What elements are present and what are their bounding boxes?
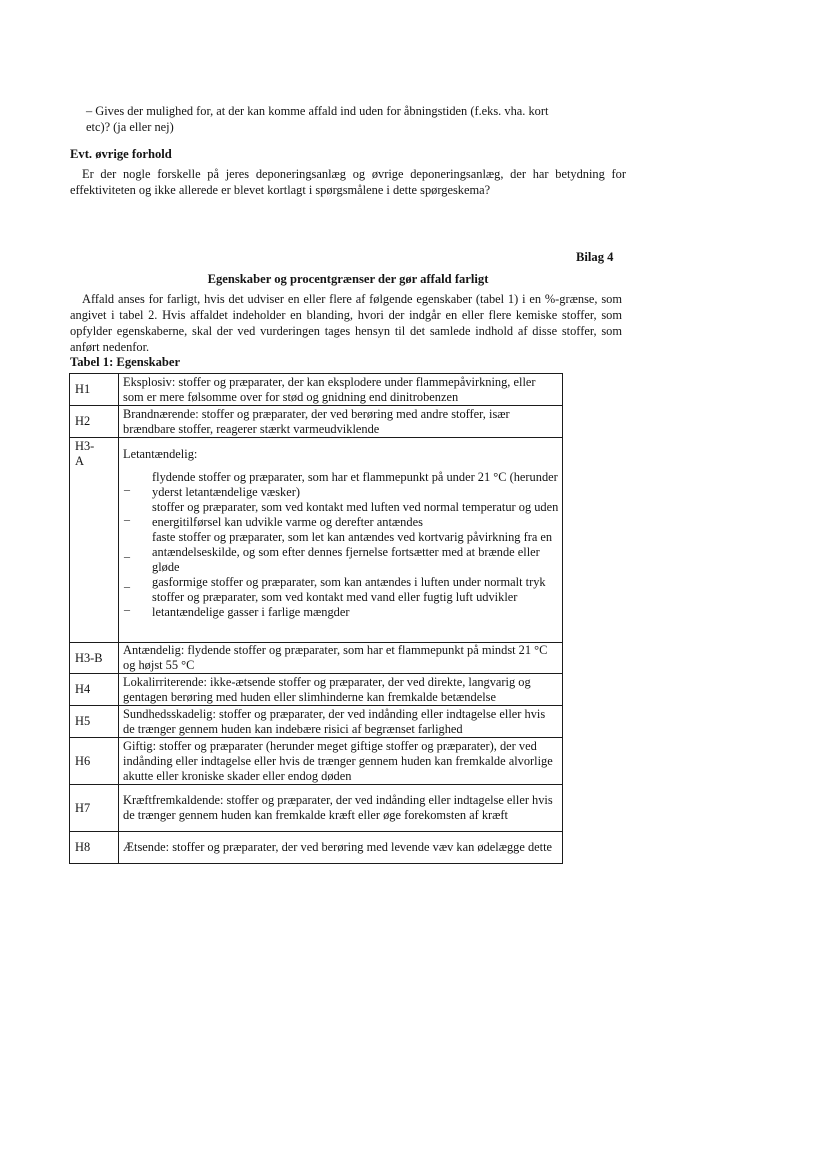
dash-bullet: _ bbox=[124, 575, 130, 589]
list-item bbox=[123, 575, 559, 590]
other-conditions-heading: Evt. øvrige forhold bbox=[70, 147, 172, 161]
dash-bullet: _ bbox=[124, 507, 130, 522]
section-title: Egenskaber og procentgrænser der gør affald farligt bbox=[207, 272, 489, 286]
hazard-description-text: Antændelig: flydende stoffer og præparater, som har et flammepunkt på mindst 21 °C og højst 55 °C bbox=[123, 643, 548, 672]
dash-bullet: _ bbox=[124, 545, 130, 559]
list-item bbox=[123, 530, 559, 575]
intro-question-line-2: etc)? (ja eller nej) bbox=[86, 120, 174, 134]
hazard-description-text: Ætsende: stoffer og præparater, der ved berøring med levende væv kan ødelægge dette bbox=[123, 840, 553, 854]
hazard-properties-table bbox=[69, 373, 563, 864]
table-row bbox=[70, 706, 563, 738]
hazard-description-text: Lokalirriterende: ikke-ætsende stoffer og præparater, der ved direkte, langvarig og gentagen berøring med huden eller slimhinderne kan fremkalde betændelse bbox=[123, 674, 531, 704]
table-row bbox=[70, 832, 563, 864]
list-item bbox=[123, 470, 559, 500]
hazard-description-text: Brandnærende: stoffer og præparater, der ved berøring med andre stoffer, især brændbare stoffer, reagerer stærkt varmeudviklende bbox=[123, 406, 510, 436]
dash-bullet: _ bbox=[124, 597, 130, 612]
hazard-description-text: Kræftfremkaldende: stoffer og præparater, der ved indånding eller indtagelse eller hvis de trænger gennem huden kan fremkalde kræft eller øge forekomsten af kræft bbox=[123, 793, 553, 822]
table-row bbox=[70, 643, 563, 674]
hazard-code: H6 bbox=[70, 738, 119, 785]
hazard-description bbox=[119, 406, 563, 438]
table-row bbox=[70, 438, 563, 643]
section-intro-text bbox=[70, 291, 622, 355]
hazard-description-text: Giftig: stoffer og præparater (herunder meget giftige stoffer og præparater), der ved indånding eller indtagelse eller hvis de trænger gennem huden kan fremkalde alvorlige akutte eller kroniske skader eller endog døden bbox=[123, 738, 553, 783]
hazard-description bbox=[119, 674, 563, 706]
table-row bbox=[70, 738, 563, 785]
list-item-text: stoffer og præparater, som ved kontakt med luften ved normal temperatur og uden energitilførsel kan udvikle varme og derefter antændes bbox=[152, 500, 559, 529]
hazard-description-text: Sundhedsskadelig: stoffer og præparater, der ved indånding eller indtagelse eller hvis de trænger gennem huden kan indebære risici af begrænset farlighed bbox=[123, 706, 546, 736]
hazard-description bbox=[119, 374, 563, 406]
intro-question-line-1: – Gives der mulighed for, at der kan komme affald ind uden for åbningstiden (f.eks. vha. kort bbox=[86, 104, 549, 118]
hazard-description bbox=[119, 438, 563, 643]
list-item bbox=[123, 500, 559, 530]
hazard-description bbox=[119, 643, 563, 674]
hazard-code: H4 bbox=[70, 674, 119, 706]
hazard-description-text: Letantændelig: bbox=[123, 447, 198, 461]
hazard-description-text: Eksplosiv: stoffer og præparater, der kan eksplodere under flammepåvirkning, eller som er mere følsomme over for stød og gnidning end dinitrobenzen bbox=[123, 374, 536, 404]
list-item bbox=[123, 590, 559, 620]
list-item-text: faste stoffer og præparater, som let kan antændes ved kortvarig påvirkning fra en antændelseskilde, og som efter dennes fjernelse fortsætter med at brænde eller gløde bbox=[152, 530, 553, 574]
list-item-text: gasformige stoffer og præparater, som kan antændes i luften under normalt tryk bbox=[152, 575, 546, 589]
hazard-code: H7 bbox=[70, 785, 119, 832]
hazard-code: H8 bbox=[70, 832, 119, 864]
table-row bbox=[70, 785, 563, 832]
table-caption: Tabel 1: Egenskaber bbox=[70, 355, 181, 369]
intro-question bbox=[86, 103, 626, 135]
table-row bbox=[70, 374, 563, 406]
annex-label: Bilag 4 bbox=[576, 250, 614, 264]
hazard-description bbox=[119, 738, 563, 785]
hazard-code: H2 bbox=[70, 406, 119, 438]
list-item-text: stoffer og præparater, som ved kontakt med vand eller fugtig luft udvikler letantændelige gasser i farlige mængder bbox=[152, 590, 518, 619]
section-intro-paragraph: Affald anses for farligt, hvis det udviser en eller flere af følgende egenskaber (tabel 1) i en %-grænse, som angivet i tabel 2. Hvis affaldet indeholder en blanding, hvori der indgår en eller flere kemiske stoffer, som opfylder egenskaberne, skal der ved vurderingen tages hensyn til det samlede indhold af disse stoffer, som anført nedenfor. bbox=[70, 292, 622, 354]
hazard-code: H5 bbox=[70, 706, 119, 738]
hazard-code: H1 bbox=[70, 374, 119, 406]
other-conditions-text bbox=[70, 166, 626, 198]
hazard-description bbox=[119, 785, 563, 832]
table-row bbox=[70, 674, 563, 706]
hazard-code: H3-B bbox=[70, 643, 119, 674]
table-row bbox=[70, 406, 563, 438]
hazard-description bbox=[119, 706, 563, 738]
other-conditions-paragraph: Er der nogle forskelle på jeres deponeringsanlæg og øvrige deponeringsanlæg, der har betydning for effektiviteten og ikke allerede er blevet kortlagt i spørgsmålene i dette spørgeskema? bbox=[70, 167, 626, 197]
list-item-text: flydende stoffer og præparater, som har et flammepunkt på under 21 °C (herunder yderst letantændelige væsker) bbox=[152, 470, 558, 499]
hazard-sub-list bbox=[123, 470, 559, 620]
hazard-description bbox=[119, 832, 563, 864]
dash-bullet: _ bbox=[124, 477, 130, 492]
hazard-code: H3- A bbox=[70, 438, 119, 643]
